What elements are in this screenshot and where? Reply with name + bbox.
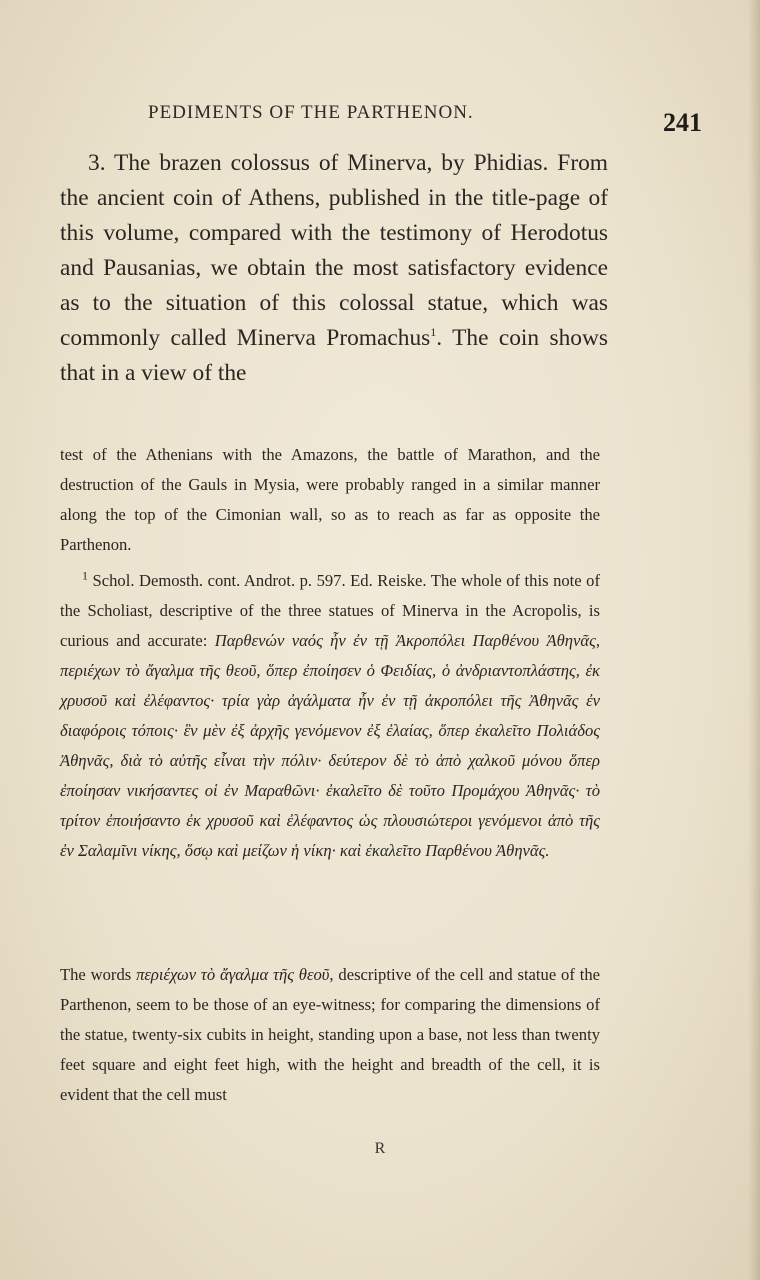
page-edge-shadow bbox=[748, 0, 760, 1280]
footnote-marker: 1 bbox=[82, 568, 88, 583]
running-title: PEDIMENTS OF THE PARTHENON. bbox=[148, 102, 474, 123]
footnote-reference: 1 bbox=[430, 325, 437, 340]
second-note bbox=[60, 960, 600, 1110]
second-note-greek: περιέχων τὸ ἄγαλμα τῆς θεοῦ bbox=[136, 965, 330, 984]
main-paragraph-tail: . The coin shows that in a view of the bbox=[60, 325, 608, 386]
second-note-lead: The words bbox=[60, 965, 137, 984]
footnote-greek-quotation: Παρθενών ναός ἦν ἐν τῇ Ἀκροπόλει Παρθένου Ἀθηνᾶς, περιέχων τὸ ἄγαλμα τῆς θεοῦ, ὅπερ ἐποίησεν ὁ Φειδίας, ὁ ἀνδριαντοπλάστης, ἐκ χρυσοῦ καὶ ἐλέφαντος· τρία γὰρ ἀγάλματα ἦν ἐν τῇ ἀκροπόλει τῆς Ἀθηνᾶς ἐν διαφόροις τόποις· ἓν μὲν ἐξ ἀρχῆς γενόμενον ἐξ ἐλαίας, ὅπερ ἐκαλεῖτο Πολιάδος Ἀθηνᾶς, διὰ τὸ αὐτῆς εἶναι τὴν πόλιν· δεύτερον δὲ τὸ ἀπὸ χαλκοῦ μόνου ὅπερ ἐποίησαν νικήσαντες οἱ ἐν Μαραθῶνι· ἐκαλεῖτο δὲ τοῦτο Προμάχου Ἀθηνᾶς· τὸ τρίτον ἐποιήσαντο ἐκ χρυσοῦ καὶ ἐλέφαντος ὡς πλουσιώτεροι γενόμενοι ἀπὸ τῆς ἐν Σαλαμῖνι νίκης, ὅσῳ καὶ μείζων ἡ νίκη· καὶ ἐκαλεῖτο Παρθένου Ἀθηνᾶς. bbox=[60, 631, 600, 860]
footnote bbox=[60, 566, 600, 866]
second-note-text: , descriptive of the cell and statue of the Parthenon, seem to be those of an eye-witness; for comparing the dimensions of the statue, twenty-six cubits in height, standing upon a base, not less than twenty feet square and eight feet high, with the height and breadth of the cell, it is evident that the cell must bbox=[60, 965, 600, 1104]
main-paragraph bbox=[60, 146, 608, 391]
footnote-lead-text: Schol. Demosth. cont. Androt. p. 597. Ed. Reiske. The whole of this note of the Scholiast, descriptive of the three statues of Minerva in the Acropolis, is curious and accurate: bbox=[60, 571, 600, 650]
page-number: 241 bbox=[663, 108, 702, 137]
page-header bbox=[60, 100, 720, 136]
signature-mark: R bbox=[374, 1140, 386, 1157]
continued-footnote: test of the Athenians with the Amazons, the battle of Marathon, and the destruction of the Gauls in Mysia, were probably ranged in a similar manner along the top of the Cimonian wall, so as to reach as far as opposite the Parthenon. bbox=[60, 445, 600, 554]
main-paragraph-text: 3. The brazen colossus of Minerva, by Phidias. From the ancient coin of Athens, published in the title-page of this volume, compared with the testimony of Herodotus and Pausanias, we obtain the most satisfactory evidence as to the situation of this colossal statue, which was commonly called Minerva Promachus bbox=[60, 150, 608, 351]
